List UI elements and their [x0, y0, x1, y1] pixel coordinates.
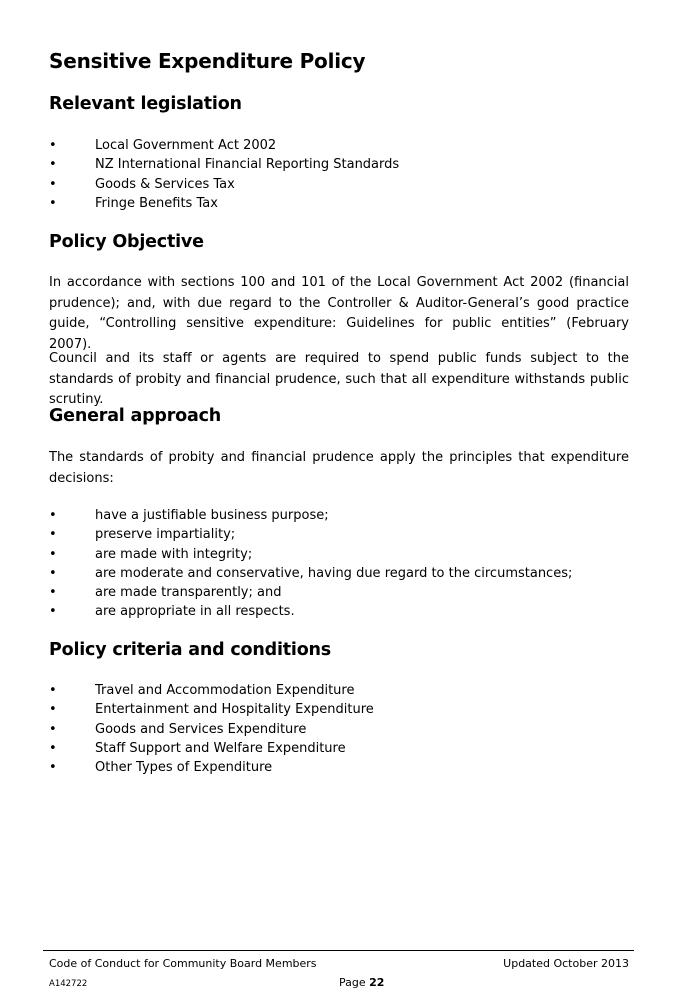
list-item: • Travel and Accommodation Expenditure — [49, 681, 374, 700]
footer-divider — [43, 950, 634, 951]
list-item: • Entertainment and Hospitality Expenditure — [49, 700, 374, 719]
list-item: • Local Government Act 2002 — [49, 136, 399, 155]
heading-relevant-legislation: Relevant legislation — [49, 94, 242, 114]
approach-intro: The standards of probity and financial prudence apply the principles that expenditure decisions: — [49, 450, 629, 486]
page-number: 22 — [369, 976, 385, 989]
footer-page-number — [339, 976, 384, 989]
approach-list — [49, 506, 572, 622]
list-item: • NZ International Financial Reporting Standards — [49, 155, 399, 174]
list-item: • have a justifiable business purpose; — [49, 506, 572, 525]
heading-policy-criteria: Policy criteria and conditions — [49, 640, 332, 660]
heading-policy-objective: Policy Objective — [49, 232, 204, 252]
list-item: • Goods & Services Tax — [49, 175, 399, 194]
objective-paragraph-1: In accordance with sections 100 and 101 of the Local Government Act 2002 (financial prudence); and, with due regard to the Controller & Auditor-General’s good practice guide, “Controlling sensitive expenditure: Guidelines for public entities” (February 2007). — [49, 275, 629, 352]
footer-reference-code: A142722 — [49, 979, 88, 989]
objective-paragraph-2: Council and its staff or agents are required to spend public funds subject to the standards of probity and financial prudence, such that all expenditure withstands public scrutiny. — [49, 351, 629, 407]
list-item: • are appropriate in all respects. — [49, 602, 572, 621]
footer-document-name: Code of Conduct for Community Board Members — [49, 957, 317, 970]
criteria-list — [49, 681, 374, 777]
legislation-list — [49, 136, 399, 213]
list-item: • Other Types of Expenditure — [49, 758, 374, 777]
list-item: • Fringe Benefits Tax — [49, 194, 399, 213]
list-item: • are moderate and conservative, having due regard to the circumstances; — [49, 564, 572, 583]
page-label: Page — [339, 976, 366, 989]
list-item: • preserve impartiality; — [49, 525, 572, 544]
list-item: • are made with integrity; — [49, 545, 572, 564]
page-title: Sensitive Expenditure Policy — [49, 49, 366, 73]
list-item: • Staff Support and Welfare Expenditure — [49, 739, 374, 758]
list-item: • are made transparently; and — [49, 583, 572, 602]
footer-updated-date: Updated October 2013 — [503, 957, 629, 970]
heading-general-approach: General approach — [49, 406, 222, 426]
list-item: • Goods and Services Expenditure — [49, 720, 374, 739]
